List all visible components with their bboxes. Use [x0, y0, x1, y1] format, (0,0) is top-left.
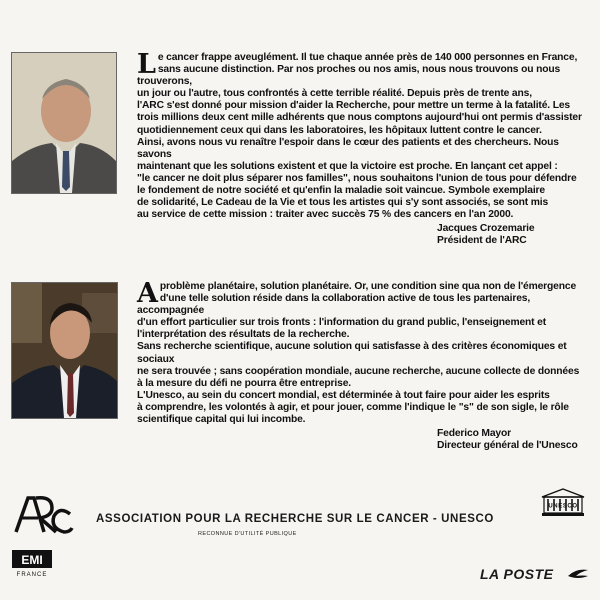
paragraph-line: "le cancer ne doit plus séparer nos familles", nous souhaitons l'union de tous pour défendre	[137, 172, 577, 184]
signature-name: Jacques Crozemarie	[437, 223, 535, 235]
paragraph-line: scientifique capital qui lui incombe.	[137, 414, 306, 426]
portrait-photo-crozemarie	[11, 52, 117, 194]
emi-logo-sub: FRANCE	[16, 572, 48, 577]
text-block-arc-president	[137, 49, 589, 248]
paragraph-line: d'un effort particulier sur trois fronts : l'information du grand public, l'enseignement et	[137, 317, 547, 329]
portrait-illustration	[12, 283, 117, 418]
paragraph-line: maintenant que les solutions existent et que la victoire est proche. En lançant cet appel :	[137, 160, 558, 172]
laposte-logo-text: LA POSTE	[480, 566, 554, 582]
paragraph-line: quotidiennement ceux qui dans les laboratoires, les hôpitaux luttent contre le cancer.	[137, 124, 542, 136]
paragraph-line: d'une telle solution réside dans la collaboration active de tous les partenaires, accompagnée	[137, 293, 531, 317]
paragraph-line: l'interprétation des résultats de la recherche.	[137, 329, 350, 341]
emi-logo	[11, 549, 53, 577]
dropcap: A	[137, 278, 158, 309]
signature-name: Federico Mayor	[437, 428, 512, 440]
paragraph-line: problème planétaire, solution planétaire. Or, une condition sine qua non de l'émergence	[159, 281, 577, 292]
unesco-logo	[540, 487, 586, 521]
paragraph-line: ne sera trouvée ; sans coopération mondiale, aucune recherche, aucune collecte de données	[137, 365, 580, 377]
signature-title: Président de l'ARC	[437, 235, 527, 247]
dropcap: L	[137, 49, 156, 80]
text-block-unesco-director	[137, 278, 589, 452]
paragraph-line: l'ARC s'est donné pour mission d'aider la Recherche, pour mettre un terme à la fatalité. Les	[137, 100, 570, 112]
portrait-illustration	[12, 53, 116, 193]
paragraph-line: sans aucune distinction. Par nos proches ou nos amis, nous nous trouvons ou nous trouverons,	[137, 64, 561, 88]
paragraph-line: e cancer frappe aveuglément. Il tue chaque année près de 140 000 personnes en France,	[157, 52, 578, 63]
laposte-bird-icon	[566, 566, 590, 582]
arc-logo	[12, 492, 74, 540]
paragraph-line: de solidarité, Le Cadeau de la Vie et tous les artistes qui s'y sont associés, se sont mis	[137, 197, 549, 209]
paragraph-line: Sans recherche scientifique, aucune solution qui satisfasse à des critères économiques et sociaux	[137, 341, 567, 365]
paragraph-line: au service de cette mission : traiter avec succès 75 % des cancers en l'an 2000.	[137, 209, 514, 221]
portrait-photo-mayor	[11, 282, 118, 419]
paragraph-line: un jour ou l'autre, tous confrontés à cette terrible réalité. Depuis près de trente ans,	[137, 88, 532, 100]
paragraph-line: à la mesure du défi ne pourra être entreprise.	[137, 377, 351, 389]
unesco-logo-text: UNESCO	[548, 503, 578, 510]
emi-logo-text: EMI	[21, 553, 43, 567]
paragraph-line: à comprendre, les volontés à agir, et pour jouer, comme l'indique le "s" de son sigle, le rôle	[137, 401, 569, 413]
paragraph-line: le fondement de notre société et qu'enfin la maladie soit vaincue. Symbole exemplaire	[137, 185, 545, 197]
signature-title: Directeur général de l'Unesco	[437, 440, 578, 452]
paragraph-line: trois millions deux cent mille adhérents que nous comptons aujourd'hui ont permis d'assister	[137, 112, 582, 124]
paragraph-line: Ainsi, avons nous vu renaître l'espoir dans le cœur des patients et des chercheurs. Nous savons	[137, 136, 559, 160]
paragraph-line: L'Unesco, au sein du concert mondial, est déterminée à tout faire pour aider les esprits	[137, 389, 550, 401]
association-subtitle: RECONNUE D'UTILITÉ PUBLIQUE	[198, 531, 297, 537]
association-title: ASSOCIATION POUR LA RECHERCHE SUR LE CANCER - UNESCO	[96, 513, 494, 525]
